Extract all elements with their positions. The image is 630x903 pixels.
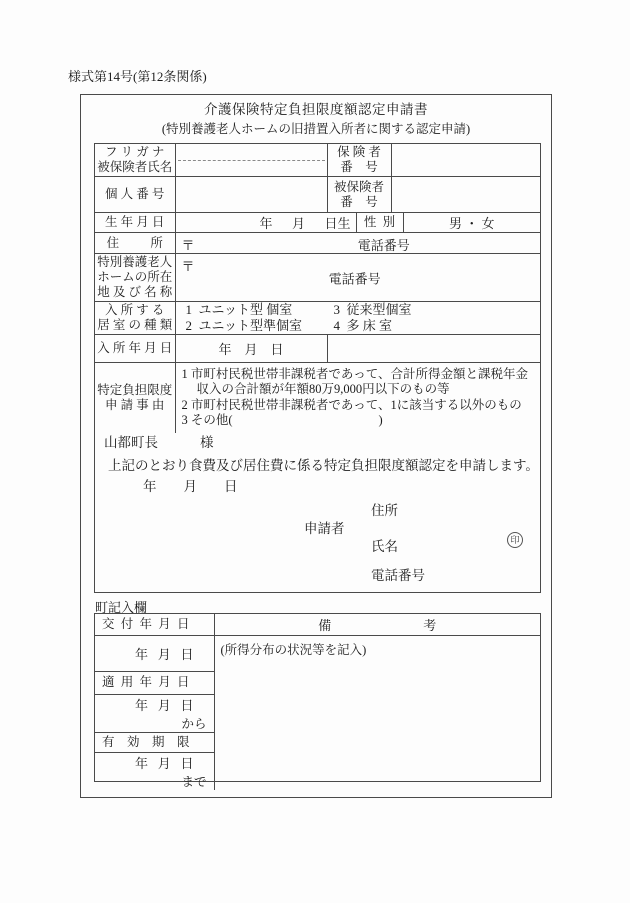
remarks-input-area[interactable] [214,635,540,790]
furigana-divider-line [178,160,325,161]
table-row [95,635,540,671]
reason-3-close-paren: ) [378,413,383,428]
form-subtitle: (特別養護老人ホームの旧措置入所者に関する認定申請) [161,122,471,136]
furigana-label: フ リ ガ ナ [105,145,165,159]
room-option-3[interactable]: 3 従来型個室 [333,302,412,317]
facility-label-line2: ホームの所在 [97,270,173,284]
reason-option-1[interactable]: 1 市町村民税世帯非課税者であって、合計所得金額と課税年金収入の合計額が年額80万9,000円以下のもの等 [181,366,529,397]
apply-date-label: 適 用 年 月 日 [95,671,214,694]
table-row [95,144,540,177]
valid-until-blank[interactable] [95,752,214,790]
form-style-number: 様式第14号(第12条関係) [68,69,207,84]
gender-label: 性 別 [356,213,403,233]
valid-period-label: 有 効 期 限 [95,732,214,752]
table-row [95,213,540,233]
facility-label [95,254,175,302]
reason-option-2[interactable]: 2 市町村民税世帯非課税者であって、1に該当する以外のもの [181,397,522,412]
application-statement: 上記のとおり食費及び居住費に係る特定負担限度額認定を申請します。 [108,458,539,473]
town-entry-section [94,613,541,789]
honorific-sama: 様 [200,435,214,450]
valid-date-line: 年 月 日 [134,755,194,771]
admission-date-label: 入 所 年 月 日 [95,335,175,363]
until-suffix: まで [181,774,207,789]
insured-label-line1: 被保険者 [334,179,385,194]
insurer-label-line2: 番 号 [340,160,378,174]
table-row [95,335,540,363]
personal-number-label: 個 人 番 号 [95,177,175,213]
from-suffix: から [181,716,207,731]
insurer-number-cells[interactable] [391,144,540,177]
room-option-4[interactable]: 4 多 床 室 [333,318,393,333]
application-reasons [175,363,540,433]
postal-mark: 〒 [181,259,195,274]
facility-label-line1: 特別養護老人 [97,255,173,269]
table-row [95,254,540,302]
room-label-line2: 居 室 の 種 類 [97,318,173,332]
birthdate-input-area[interactable]: 年 月 日生 [175,213,356,233]
apply-date-line: 年 月 日 [134,697,194,713]
remarks-header [214,614,540,635]
table-row [95,363,540,433]
room-type-label [95,302,175,335]
phone-number-label: 電話番号 [328,271,381,286]
room-option-2[interactable]: 2 ユニット型準個室 [185,318,302,333]
furigana-name-label [95,144,175,177]
town-section-title: 町記入欄 [95,600,148,615]
remarks-header-char1: 備 [318,617,332,633]
room-label-line1: 入 所 す る [105,303,165,317]
reason-option-3[interactable] [182,413,536,429]
seal-mark-icon: 印 [507,532,523,548]
reason-3-text: 3 その他( [181,413,233,428]
address-input-area[interactable] [175,233,540,254]
insurer-label-line1: 保 険 者 [337,145,381,159]
applicant-info-table [95,144,540,433]
remarks-header-char2: 考 [423,617,437,633]
reason-label-line2: 申 請 事 由 [105,397,165,412]
insurer-number-label [327,144,391,177]
table-row [95,614,540,635]
application-date-blank[interactable]: 年 月 日 [143,479,238,494]
applicant-phone-label: 電話番号 [371,568,425,583]
remarks-note: (所得分布の状況等を記入) [220,642,367,657]
issue-date-blank[interactable]: 年 月 日 [95,635,214,671]
gender-choice[interactable]: 男 ・ 女 [403,213,540,233]
insured-name-label: 被保険者氏名 [97,160,173,174]
facility-label-line3: 地 及 び 名 称 [97,285,173,299]
birthdate-label: 生 年 月 日 [95,213,175,233]
name-input-area[interactable] [175,144,327,177]
insured-number-label [327,177,391,213]
form-title: 介護保険特定負担限度額認定申請書 [204,102,428,117]
admission-date-input[interactable]: 年 月 日 [175,335,327,363]
reason-label-line1: 特定負担限度 [97,382,173,397]
apply-date-blank[interactable] [95,694,214,732]
mayor-addressee: 山都町長 [104,435,158,450]
room-type-options [175,302,540,335]
room-option-1[interactable]: 1 ユニット型 個室 [185,302,293,317]
applicant-info-section [94,143,541,593]
address-label: 住 所 [95,233,175,254]
personal-number-input[interactable] [175,177,327,213]
reason-label [95,363,175,433]
insured-label-line2: 番 号 [340,194,378,209]
admission-extra-cell [327,335,540,363]
applicant-label: 申請者 [304,521,345,536]
phone-number-label: 電話番号 [357,238,410,253]
table-row [95,302,540,335]
postal-mark: 〒 [181,238,195,253]
table-row [95,177,540,213]
table-row [95,233,540,254]
facility-input-area[interactable] [175,254,540,302]
applicant-address-label: 住所 [371,503,398,518]
issue-date-label: 交 付 年 月 日 [95,614,214,635]
town-entry-table [95,614,540,790]
insured-number-cells[interactable] [391,177,540,213]
applicant-name-label: 氏名 [371,539,398,554]
